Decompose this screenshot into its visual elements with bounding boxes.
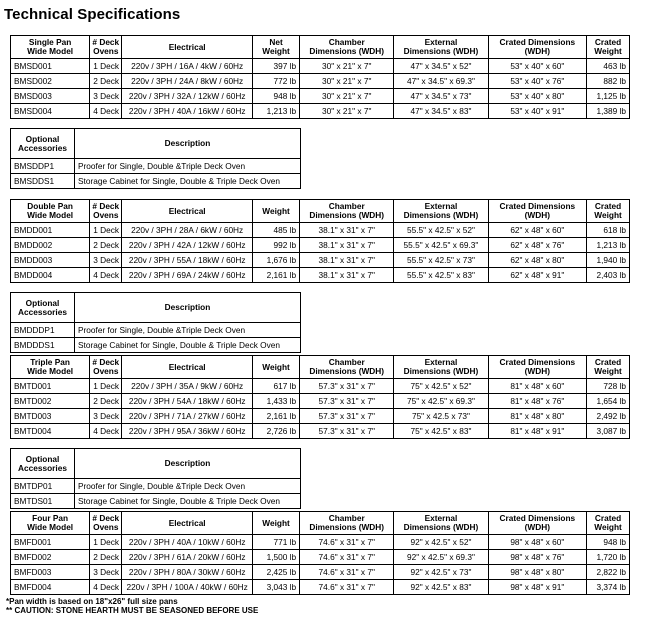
table-cell: Storage Cabinet for Single, Double & Triple Deck Oven (75, 174, 301, 189)
table-header-row (11, 449, 301, 479)
table-cell: 92" x 42.5" x 73" (394, 565, 488, 580)
page-title: Technical Specifications (4, 6, 181, 23)
table-cell: 62" x 48" x 91" (488, 268, 587, 283)
table-cell: 2,726 lb (253, 424, 300, 439)
table-cell: 220v / 3PH / 95A / 36kW / 60Hz (122, 424, 253, 439)
table-cell: BMFD002 (11, 550, 90, 565)
table-cell: BMDD001 (11, 223, 90, 238)
table-cell: 38.1" x 31" x 7" (300, 253, 394, 268)
column-header: Chamber Dimensions (WDH) (300, 356, 394, 379)
table-cell: 75" x 42.5 x 73" (394, 409, 488, 424)
table-cell: 882 lb (587, 74, 630, 89)
column-header: Weight (253, 512, 300, 535)
table-cell: BMDD003 (11, 253, 90, 268)
table-header-row (11, 356, 630, 379)
table-cell: 57.3" x 31" x 7" (300, 424, 394, 439)
table-cell: 4 Deck (90, 104, 122, 119)
column-header: Electrical (122, 512, 253, 535)
table-cell: 53" x 40" x 80" (488, 89, 587, 104)
table-cell: 948 lb (253, 89, 300, 104)
table-cell: 618 lb (587, 223, 630, 238)
table-cell: 47" x 34.5" x 69.3" (394, 74, 488, 89)
table-cell: 2 Deck (90, 550, 122, 565)
table-cell: 92" x 42.5" x 83" (394, 580, 488, 595)
table-cell: BMDDDS1 (11, 338, 75, 353)
table-cell: 74.6" x 31" x 7" (300, 550, 394, 565)
table-row (11, 223, 630, 238)
table-cell: 3 Deck (90, 409, 122, 424)
table-cell: 92" x 42.5" x 69.3" (394, 550, 488, 565)
table-cell: 62" x 48" x 76" (488, 238, 587, 253)
table-cell: 74.6" x 31" x 7" (300, 565, 394, 580)
table-cell: 1 Deck (90, 535, 122, 550)
table-cell: BMTDP01 (11, 479, 75, 494)
column-header: # Deck Ovens (90, 512, 122, 535)
accessories-table (10, 448, 301, 509)
table-cell: BMTD002 (11, 394, 90, 409)
table-cell: 98" x 48" x 91" (488, 580, 587, 595)
table-row (11, 253, 630, 268)
column-header: Crated Dimensions (WDH) (488, 512, 587, 535)
column-header: Description (75, 449, 301, 479)
column-header: External Dimensions (WDH) (394, 356, 488, 379)
column-header: Optional Accessories (11, 449, 75, 479)
column-header: Net Weight (253, 36, 300, 59)
column-header: Crated Weight (587, 36, 630, 59)
table-cell: 57.3" x 31" x 7" (300, 409, 394, 424)
table-cell: Proofer for Single, Double &Triple Deck Oven (75, 159, 301, 174)
column-header: Crated Dimensions (WDH) (488, 356, 587, 379)
table-cell: 81" x 48" x 60" (488, 379, 587, 394)
column-header: Crated Dimensions (WDH) (488, 200, 587, 223)
table-cell: 1 Deck (90, 59, 122, 74)
table-cell: 2,161 lb (253, 268, 300, 283)
table-cell: Storage Cabinet for Single, Double & Triple Deck Oven (75, 338, 301, 353)
table-cell: 2 Deck (90, 74, 122, 89)
table-cell: BMTDS01 (11, 494, 75, 509)
table-header-row (11, 512, 630, 535)
table-cell: 220v / 3PH / 61A / 20kW / 60Hz (122, 550, 253, 565)
table-cell: BMFD001 (11, 535, 90, 550)
table-row (11, 424, 630, 439)
table-cell: 2,161 lb (253, 409, 300, 424)
table-header-row (11, 129, 301, 159)
table-cell: BMSD003 (11, 89, 90, 104)
table-row (11, 565, 630, 580)
table-cell: BMTD004 (11, 424, 90, 439)
table-row (11, 338, 301, 353)
table-cell: 463 lb (587, 59, 630, 74)
column-header: Weight (253, 200, 300, 223)
table-cell: Proofer for Single, Double &Triple Deck Oven (75, 323, 301, 338)
spec-table (10, 355, 630, 439)
table-cell: 220v / 3PH / 55A / 18kW / 60Hz (122, 253, 253, 268)
column-header: Electrical (122, 36, 253, 59)
table-cell: 728 lb (587, 379, 630, 394)
column-header: Crated Weight (587, 356, 630, 379)
spec-table (10, 35, 630, 119)
table-cell: 3 Deck (90, 565, 122, 580)
table-row (11, 379, 630, 394)
table-cell: 2 Deck (90, 238, 122, 253)
table-cell: 948 lb (587, 535, 630, 550)
table-cell: 4 Deck (90, 268, 122, 283)
column-header: Chamber Dimensions (WDH) (300, 200, 394, 223)
table-cell: BMDD002 (11, 238, 90, 253)
table-cell: 98" x 48" x 76" (488, 550, 587, 565)
table-row (11, 159, 301, 174)
table-cell: 2 Deck (90, 394, 122, 409)
accessories-table (10, 292, 301, 353)
table-cell: 1 Deck (90, 379, 122, 394)
table-cell: 2,425 lb (253, 565, 300, 580)
column-header: Crated Weight (587, 512, 630, 535)
table-cell: 81" x 48" x 80" (488, 409, 587, 424)
table-row (11, 174, 301, 189)
table-cell: 75" x 42.5" x 83" (394, 424, 488, 439)
table-header-row (11, 200, 630, 223)
table-cell: Storage Cabinet for Single, Double & Triple Deck Oven (75, 494, 301, 509)
table-cell: 47" x 34.5" x 83" (394, 104, 488, 119)
table-cell: 30" x 21" x 7" (300, 59, 394, 74)
footnote-pan-width: *Pan width is based on 18"x26" full size pans (6, 597, 178, 606)
column-header: # Deck Ovens (90, 200, 122, 223)
column-header: Electrical (122, 200, 253, 223)
table-cell: 771 lb (253, 535, 300, 550)
table-row (11, 494, 301, 509)
table-cell: 1,676 lb (253, 253, 300, 268)
column-header: Chamber Dimensions (WDH) (300, 36, 394, 59)
table-cell: BMDDDP1 (11, 323, 75, 338)
column-header: Crated Dimensions (WDH) (488, 36, 587, 59)
table-cell: BMTD003 (11, 409, 90, 424)
column-header: Crated Weight (587, 200, 630, 223)
table-row (11, 74, 630, 89)
table-cell: 1,500 lb (253, 550, 300, 565)
table-cell: 772 lb (253, 74, 300, 89)
column-header: Weight (253, 356, 300, 379)
table-cell: BMSD001 (11, 59, 90, 74)
footnote-caution: ** CAUTION: STONE HEARTH MUST BE SEASONED BEFORE USE (6, 606, 259, 615)
table-cell: 4 Deck (90, 580, 122, 595)
column-header: Triple Pan Wide Model (11, 356, 90, 379)
table-cell: 1,125 lb (587, 89, 630, 104)
table-cell: 1,389 lb (587, 104, 630, 119)
table-row (11, 409, 630, 424)
table-cell: 92" x 42.5" x 52" (394, 535, 488, 550)
table-header-row (11, 36, 630, 59)
table-cell: 4 Deck (90, 424, 122, 439)
column-header: Four Pan Wide Model (11, 512, 90, 535)
column-header: External Dimensions (WDH) (394, 200, 488, 223)
table-cell: 75" x 42.5" x 52" (394, 379, 488, 394)
table-cell: 38.1" x 31" x 7" (300, 238, 394, 253)
table-cell: 98" x 48" x 80" (488, 565, 587, 580)
table-cell: 992 lb (253, 238, 300, 253)
table-cell: 74.6" x 31" x 7" (300, 580, 394, 595)
table-cell: BMSDDP1 (11, 159, 75, 174)
table-cell: 53" x 40" x 60" (488, 59, 587, 74)
table-cell: 220v / 3PH / 69A / 24kW / 60Hz (122, 268, 253, 283)
table-cell: 75" x 42.5" x 69.3" (394, 394, 488, 409)
table-row (11, 479, 301, 494)
table-cell: 220v / 3PH / 28A / 6kW / 60Hz (122, 223, 253, 238)
table-cell: BMFD003 (11, 565, 90, 580)
table-cell: 220v / 3PH / 35A / 9kW / 60Hz (122, 379, 253, 394)
table-cell: 57.3" x 31" x 7" (300, 394, 394, 409)
table-cell: 47" x 34.5" x 73" (394, 89, 488, 104)
table-cell: 62" x 48" x 60" (488, 223, 587, 238)
table-row (11, 580, 630, 595)
table-cell: BMTD001 (11, 379, 90, 394)
table-cell: 1,213 lb (253, 104, 300, 119)
table-cell: 1 Deck (90, 223, 122, 238)
table-cell: 3 Deck (90, 253, 122, 268)
table-cell: 485 lb (253, 223, 300, 238)
table-cell: 55.5" x 42.5" x 69.3" (394, 238, 488, 253)
table-cell: 3,087 lb (587, 424, 630, 439)
table-cell: 55.5" x 42.5" x 52" (394, 223, 488, 238)
table-cell: 3,374 lb (587, 580, 630, 595)
table-cell: 1,720 lb (587, 550, 630, 565)
table-cell: BMSDDS1 (11, 174, 75, 189)
table-cell: 220v / 3PH / 32A / 12kW / 60Hz (122, 89, 253, 104)
table-cell: 1,940 lb (587, 253, 630, 268)
table-cell: 220v / 3PH / 54A / 18kW / 60Hz (122, 394, 253, 409)
table-cell: 30" x 21" x 7" (300, 104, 394, 119)
table-cell: 220v / 3PH / 16A / 4kW / 60Hz (122, 59, 253, 74)
column-header: Optional Accessories (11, 293, 75, 323)
table-cell: 1,213 lb (587, 238, 630, 253)
column-header: External Dimensions (WDH) (394, 512, 488, 535)
table-row (11, 89, 630, 104)
table-cell: 47" x 34.5" x 52" (394, 59, 488, 74)
table-cell: 220v / 3PH / 100A / 40kW / 60Hz (122, 580, 253, 595)
column-header: Description (75, 129, 301, 159)
table-row (11, 104, 630, 119)
table-cell: 220v / 3PH / 42A / 12kW / 60Hz (122, 238, 253, 253)
table-cell: 74.6" x 31" x 7" (300, 535, 394, 550)
table-cell: 55.5" x 42.5" x 83" (394, 268, 488, 283)
table-cell: Proofer for Single, Double &Triple Deck Oven (75, 479, 301, 494)
spec-table (10, 511, 630, 595)
table-cell: 3,043 lb (253, 580, 300, 595)
column-header: # Deck Ovens (90, 356, 122, 379)
table-cell: 30" x 21" x 7" (300, 74, 394, 89)
table-cell: 397 lb (253, 59, 300, 74)
table-cell: 220v / 3PH / 40A / 10kW / 60Hz (122, 535, 253, 550)
column-header: Electrical (122, 356, 253, 379)
table-cell: 2,492 lb (587, 409, 630, 424)
table-cell: 81" x 48" x 76" (488, 394, 587, 409)
table-header-row (11, 293, 301, 323)
table-cell: 30" x 21" x 7" (300, 89, 394, 104)
table-row (11, 394, 630, 409)
table-cell: BMSD002 (11, 74, 90, 89)
table-cell: 2,822 lb (587, 565, 630, 580)
table-row (11, 550, 630, 565)
table-cell: BMSD004 (11, 104, 90, 119)
table-cell: BMDD004 (11, 268, 90, 283)
table-cell: 53" x 40" x 76" (488, 74, 587, 89)
table-cell: 1,654 lb (587, 394, 630, 409)
table-cell: 220v / 3PH / 71A / 27kW / 60Hz (122, 409, 253, 424)
accessories-table (10, 128, 301, 189)
table-row (11, 238, 630, 253)
column-header: # Deck Ovens (90, 36, 122, 59)
column-header: Optional Accessories (11, 129, 75, 159)
table-row (11, 59, 630, 74)
column-header: Chamber Dimensions (WDH) (300, 512, 394, 535)
table-cell: BMFD004 (11, 580, 90, 595)
table-cell: 3 Deck (90, 89, 122, 104)
table-cell: 62" x 48" x 80" (488, 253, 587, 268)
table-row (11, 535, 630, 550)
spec-table (10, 199, 630, 283)
table-row (11, 323, 301, 338)
column-header: Description (75, 293, 301, 323)
column-header: External Dimensions (WDH) (394, 36, 488, 59)
table-cell: 38.1" x 31" x 7" (300, 268, 394, 283)
table-cell: 55.5" x 42.5" x 73" (394, 253, 488, 268)
table-cell: 38.1" x 31" x 7" (300, 223, 394, 238)
table-cell: 57.3" x 31" x 7" (300, 379, 394, 394)
table-cell: 2,403 lb (587, 268, 630, 283)
table-cell: 220v / 3PH / 80A / 30kW / 60Hz (122, 565, 253, 580)
table-cell: 98" x 48" x 60" (488, 535, 587, 550)
column-header: Single Pan Wide Model (11, 36, 90, 59)
table-cell: 220v / 3PH / 24A / 8kW / 60Hz (122, 74, 253, 89)
table-cell: 81" x 48" x 91" (488, 424, 587, 439)
table-row (11, 268, 630, 283)
table-cell: 1,433 lb (253, 394, 300, 409)
column-header: Double Pan Wide Model (11, 200, 90, 223)
table-cell: 53" x 40" x 91" (488, 104, 587, 119)
table-cell: 617 lb (253, 379, 300, 394)
table-cell: 220v / 3PH / 40A / 16kW / 60Hz (122, 104, 253, 119)
